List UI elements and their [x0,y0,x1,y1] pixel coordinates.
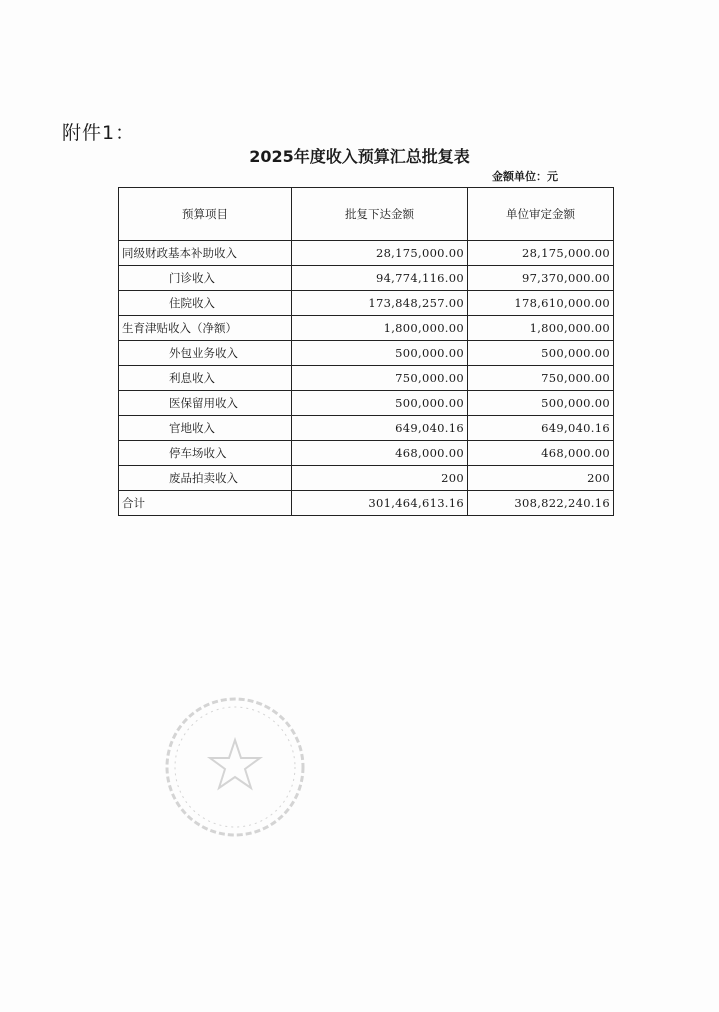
table-row [119,391,614,416]
attachment-label: 附件1： [62,122,136,144]
table-row [119,316,614,341]
row-item: 废品拍卖收入 [119,466,292,491]
table-row [119,266,614,291]
row-item: 外包业务收入 [119,341,292,366]
table-row [119,466,614,491]
row-item: 停车场收入 [119,441,292,466]
row-approved-amount: 1,800,000.00 [292,316,468,341]
row-audited-amount: 750,000.00 [468,366,614,391]
row-approved-amount: 28,175,000.00 [292,241,468,266]
row-item: 住院收入 [119,291,292,316]
row-audited-amount: 200 [468,466,614,491]
column-header-item: 预算项目 [119,188,292,241]
row-approved-amount: 500,000.00 [292,341,468,366]
row-approved-amount: 200 [292,466,468,491]
table-row [119,366,614,391]
row-item: 官地收入 [119,416,292,441]
table-total-row [119,491,614,516]
row-item: 门诊收入 [119,266,292,291]
official-seal-icon [160,692,310,842]
row-approved-amount: 500,000.00 [292,391,468,416]
row-audited-amount: 500,000.00 [468,341,614,366]
total-audited-amount: 308,822,240.16 [468,491,614,516]
table-row [119,241,614,266]
row-audited-amount: 97,370,000.00 [468,266,614,291]
row-item: 生育津贴收入（净额） [119,316,292,341]
column-header-audited: 单位审定金额 [468,188,614,241]
column-header-approved: 批复下达金额 [292,188,468,241]
row-approved-amount: 94,774,116.00 [292,266,468,291]
budget-table [118,187,614,516]
row-approved-amount: 468,000.00 [292,441,468,466]
row-approved-amount: 750,000.00 [292,366,468,391]
row-approved-amount: 173,848,257.00 [292,291,468,316]
row-audited-amount: 649,040.16 [468,416,614,441]
row-audited-amount: 178,610,000.00 [468,291,614,316]
row-approved-amount: 649,040.16 [292,416,468,441]
row-item: 同级财政基本补助收入 [119,241,292,266]
row-audited-amount: 500,000.00 [468,391,614,416]
total-approved-amount: 301,464,613.16 [292,491,468,516]
total-label: 合计 [119,491,292,516]
table-row [119,291,614,316]
table-row [119,341,614,366]
row-audited-amount: 28,175,000.00 [468,241,614,266]
table-header-row [119,188,614,241]
table-row [119,441,614,466]
row-item: 医保留用收入 [119,391,292,416]
table-row [119,416,614,441]
amount-unit-note: 金额单位：元 [492,170,558,183]
page-title: 2025年度收入预算汇总批复表 [249,147,470,166]
row-item: 利息收入 [119,366,292,391]
row-audited-amount: 468,000.00 [468,441,614,466]
row-audited-amount: 1,800,000.00 [468,316,614,341]
